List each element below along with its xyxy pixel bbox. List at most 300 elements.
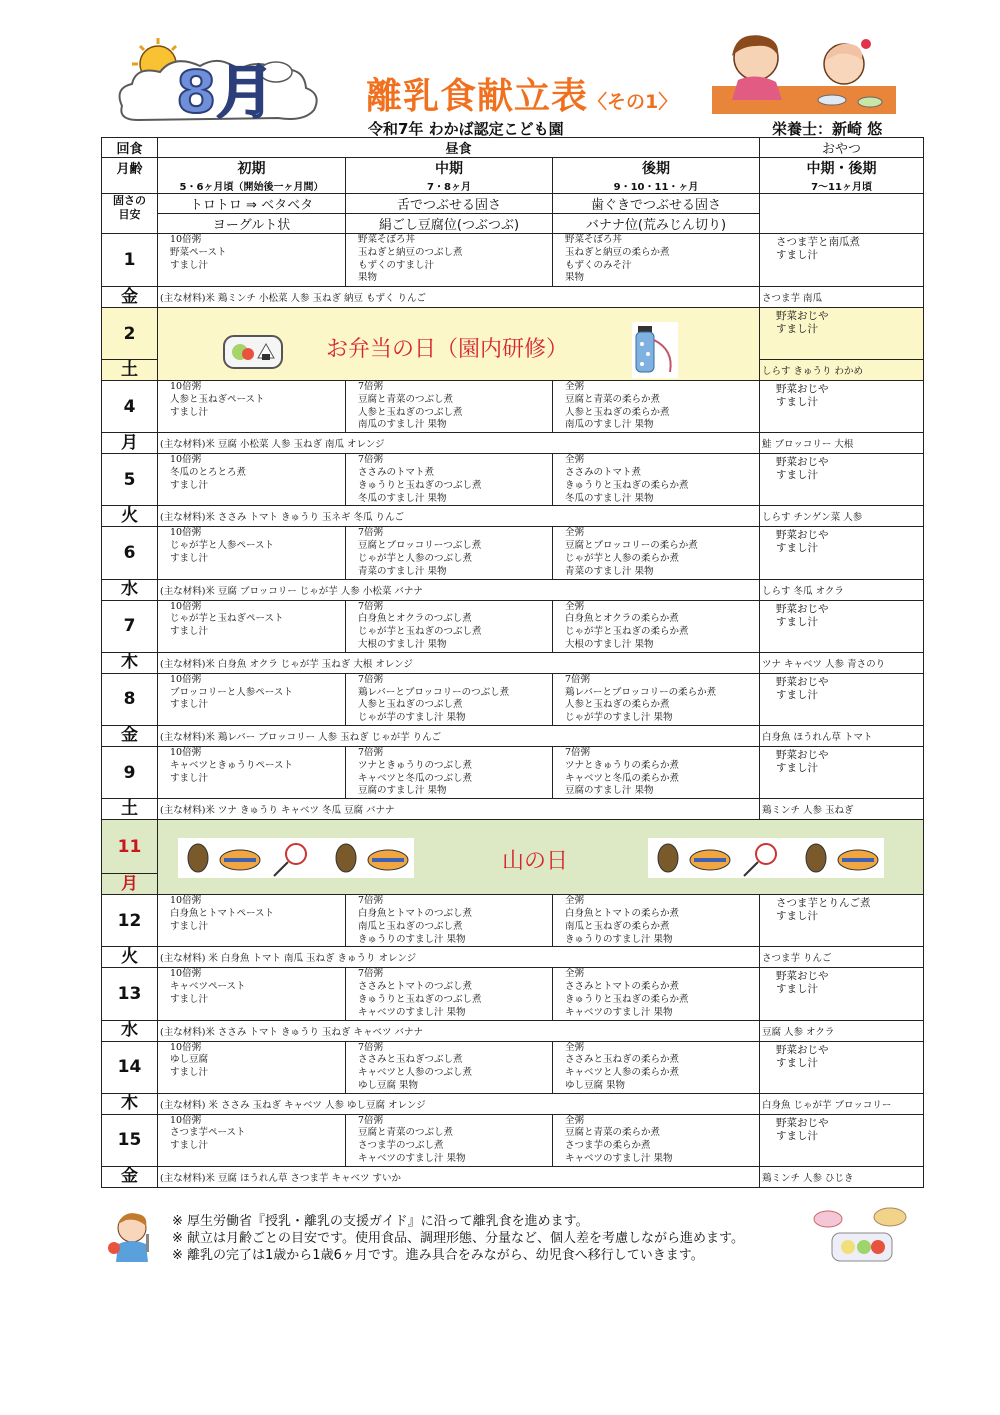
snack-menu-line: すまし汁 bbox=[776, 396, 819, 408]
snack-materials: 白身魚 ほうれん草 トマト bbox=[760, 725, 924, 746]
late-menu bbox=[553, 600, 760, 652]
middle-menu-line: 人参と玉ねぎのつぶし煮 bbox=[358, 406, 463, 418]
snack-menu-line: 野菜おじや bbox=[776, 748, 829, 761]
middle-menu-line: 7倍粥 bbox=[358, 746, 384, 758]
snack-menu bbox=[760, 600, 924, 652]
note-2: ※ 献立は月齢ごとの目安です。使用食品、調理形態、分量など、個人差を考慮しながら進めます。 bbox=[172, 1231, 744, 1246]
snack-materials: ツナ キャベツ 人参 青さのり bbox=[760, 652, 924, 673]
day-row bbox=[102, 673, 924, 725]
snack-menu-line: すまし汁 bbox=[776, 1056, 819, 1069]
early-menu-line: 10倍粥 bbox=[170, 527, 202, 539]
middle-menu bbox=[346, 454, 553, 506]
snack-materials: 鶏ミンチ 人参 ひじき bbox=[760, 1166, 924, 1187]
early-menu-line: さつま芋ペースト bbox=[170, 1127, 246, 1139]
day-number: 4 bbox=[102, 381, 158, 433]
middle-menu-line: 冬瓜のすまし汁 果物 bbox=[358, 492, 447, 504]
late-firmness: 歯ぐきでつぶせる固さ bbox=[553, 194, 760, 214]
day-of-week: 金 bbox=[102, 1166, 158, 1187]
early-label: 初期 bbox=[237, 161, 266, 177]
snack-stage-header bbox=[760, 158, 924, 194]
main-materials: (主な材料)米 鶏レバー ブロッコリー 人参 玉ねぎ じゃが芋 りんご bbox=[158, 725, 760, 746]
late-menu-line: 青菜のすまし汁 果物 bbox=[565, 565, 654, 577]
early-texture: ヨーグルト状 bbox=[158, 214, 346, 234]
middle-menu-line: ささみのトマト煮 bbox=[358, 466, 435, 478]
middle-menu-line: もずくのすまし汁 bbox=[358, 259, 435, 271]
middle-menu bbox=[346, 746, 553, 798]
materials-row bbox=[102, 579, 924, 600]
early-menu bbox=[158, 527, 346, 579]
holiday-row bbox=[102, 820, 924, 874]
materials-row bbox=[102, 799, 924, 820]
materials-row bbox=[102, 652, 924, 673]
late-menu bbox=[553, 234, 760, 287]
middle-menu-line: 南瓜と玉ねぎのつぶし煮 bbox=[358, 920, 463, 932]
middle-firmness: 舌でつぶせる固さ bbox=[346, 194, 553, 214]
snack-menu bbox=[760, 1041, 924, 1093]
late-menu-line: 7倍粥 bbox=[565, 746, 591, 758]
middle-menu-line: さつま芋のつぶし煮 bbox=[358, 1140, 444, 1152]
snack-header: おやつ bbox=[760, 138, 924, 158]
early-menu-line: 10倍粥 bbox=[170, 454, 202, 466]
late-stage-header bbox=[553, 158, 760, 194]
middle-menu-line: 野菜そぼろ丼 bbox=[358, 234, 416, 245]
early-age: 5・6ヶ月頃（開始後一ヶ月間） bbox=[179, 182, 324, 193]
early-menu-line: 人参と玉ねぎペースト bbox=[170, 393, 265, 405]
snack-menu-line: すまし汁 bbox=[776, 1129, 819, 1142]
early-menu-line: すまし汁 bbox=[170, 993, 209, 1005]
middle-menu bbox=[346, 1041, 553, 1093]
firmness-label: 固さの 目安 bbox=[102, 194, 158, 234]
snack-menu-line: 野菜おじや bbox=[776, 529, 829, 542]
title-suffix: 〈その1〉 bbox=[588, 91, 678, 113]
middle-menu bbox=[346, 1114, 553, 1166]
early-menu-line: すまし汁 bbox=[170, 552, 209, 564]
materials-row bbox=[102, 725, 924, 746]
early-menu-line: すまし汁 bbox=[170, 626, 209, 638]
middle-menu-line: ツナときゅうりのつぶし煮 bbox=[358, 759, 473, 771]
snack-menu-line: 野菜おじや bbox=[776, 675, 829, 688]
snack-menu-line: すまし汁 bbox=[776, 983, 819, 996]
day-row bbox=[102, 1041, 924, 1093]
early-menu bbox=[158, 968, 346, 1020]
middle-menu-line: きゅうりのすまし汁 果物 bbox=[358, 933, 466, 945]
day-row bbox=[102, 895, 924, 947]
early-menu-line: 野菜ペースト bbox=[170, 246, 227, 258]
early-menu-line: 10倍粥 bbox=[170, 968, 202, 980]
snack-menu-line: すまし汁 bbox=[776, 249, 819, 261]
day-number: 6 bbox=[102, 527, 158, 579]
day-row bbox=[102, 381, 924, 433]
early-menu-line: キャベツペースト bbox=[170, 981, 246, 993]
snack-menu bbox=[760, 968, 924, 1020]
early-menu bbox=[158, 1041, 346, 1093]
late-menu bbox=[553, 1041, 760, 1093]
late-menu-line: じゃが芋と玉ねぎの柔らか煮 bbox=[565, 626, 689, 638]
early-menu-line: 10倍粥 bbox=[170, 1041, 202, 1053]
day-number: 1 bbox=[102, 234, 158, 287]
middle-menu-line: じゃが芋と人参のつぶし煮 bbox=[358, 552, 473, 564]
snack-menu bbox=[760, 454, 924, 506]
middle-menu-line: 7倍粥 bbox=[358, 454, 384, 466]
special-day-snack: 野菜おじや すまし汁 bbox=[760, 308, 924, 360]
days-group-2 bbox=[102, 381, 924, 820]
late-menu bbox=[553, 968, 760, 1020]
day-of-week: 月 bbox=[102, 433, 158, 454]
snack-materials: さつま芋 南瓜 bbox=[760, 287, 924, 308]
late-menu-line: 玉ねぎと納豆の柔らか煮 bbox=[565, 246, 670, 258]
day-of-week: 木 bbox=[102, 1093, 158, 1114]
note-3: ※ 離乳の完了は1歳から1歳6ヶ月です。進み具合をみながら、幼児食へ移行していきます。 bbox=[172, 1248, 704, 1263]
early-menu-line: すまし汁 bbox=[170, 259, 209, 271]
late-age: 9・10・11・ヶ月 bbox=[613, 182, 699, 193]
snack-menu-line: すまし汁 bbox=[776, 761, 819, 774]
materials-row bbox=[102, 287, 924, 308]
boy-eating-icon bbox=[104, 1208, 160, 1264]
early-menu-line: じゃが芋と人参ペースト bbox=[170, 540, 275, 552]
cicada-hat-net-icon bbox=[648, 838, 884, 878]
middle-menu bbox=[346, 600, 553, 652]
firmness-row bbox=[102, 194, 924, 214]
late-menu-line: キャベツと人参の柔らか煮 bbox=[565, 1067, 680, 1079]
main-materials: (主な材料)米 ささみ トマト きゅうり 玉ネギ 冬瓜 りんご bbox=[158, 506, 760, 527]
day-of-week: 火 bbox=[102, 947, 158, 968]
early-menu-line: 10倍粥 bbox=[170, 381, 202, 392]
early-menu-line: すまし汁 bbox=[170, 699, 209, 711]
snack-menu-line: さつま芋と南瓜煮 bbox=[776, 236, 861, 248]
snack-menu-line: 野菜おじや bbox=[776, 602, 829, 615]
late-menu-line: 全粥 bbox=[565, 454, 585, 466]
day-row bbox=[102, 527, 924, 579]
middle-menu-line: 南瓜のすまし汁 果物 bbox=[358, 419, 447, 431]
snack-menu-line: すまし汁 bbox=[776, 615, 819, 628]
snack-menu bbox=[760, 381, 924, 433]
middle-menu-line: キャベツのすまし汁 果物 bbox=[358, 1153, 466, 1165]
late-menu-line: 果物 bbox=[565, 272, 585, 284]
middle-menu-line: 豆腐と青菜のつぶし煮 bbox=[358, 393, 454, 405]
early-menu-line: 10倍粥 bbox=[170, 673, 202, 685]
materials-row bbox=[102, 1093, 924, 1114]
materials-row bbox=[102, 506, 924, 527]
early-firmness: トロトロ ⇒ ベタベタ bbox=[158, 194, 346, 214]
snack-menu-line: すまし汁 bbox=[776, 910, 819, 923]
snack-period-label: 中期・後期 bbox=[806, 161, 877, 177]
late-menu-line: ツナときゅうりの柔らか煮 bbox=[565, 759, 680, 771]
early-menu-line: ブロッコリーと人参ペースト bbox=[170, 686, 293, 698]
late-menu-line: じゃが芋のすまし汁 果物 bbox=[565, 712, 673, 724]
late-menu-line: 全粥 bbox=[565, 1114, 585, 1126]
middle-menu-line: 豆腐のすまし汁 果物 bbox=[358, 785, 447, 797]
early-menu-line: キャベツときゅうりペースト bbox=[170, 759, 294, 771]
snack-menu bbox=[760, 234, 924, 287]
snack-age: 7～11ヶ月頃 bbox=[811, 182, 872, 193]
early-menu-line: すまし汁 bbox=[170, 1067, 209, 1079]
late-menu bbox=[553, 895, 760, 947]
main-materials: (主な材料)米 ツナ きゅうり キャベツ 冬瓜 豆腐 バナナ bbox=[158, 799, 760, 820]
middle-menu-line: きゅうりと玉ねぎのつぶし煮 bbox=[358, 479, 482, 491]
middle-menu-line: 7倍粥 bbox=[358, 527, 384, 539]
late-menu-line: 大根のすまし汁 果物 bbox=[565, 638, 654, 650]
bento-box-icon bbox=[222, 332, 284, 372]
day-number: 13 bbox=[102, 968, 158, 1020]
middle-menu-line: ゆし豆腐 果物 bbox=[358, 1079, 419, 1091]
early-menu-line: 10倍粥 bbox=[170, 234, 202, 245]
early-menu bbox=[158, 600, 346, 652]
early-menu bbox=[158, 746, 346, 798]
early-menu-line: ゆし豆腐 bbox=[170, 1054, 209, 1066]
late-menu-line: きゅうりと玉ねぎの柔らか煮 bbox=[565, 993, 689, 1005]
day-row bbox=[102, 600, 924, 652]
header-row-meals bbox=[102, 138, 924, 158]
late-menu-line: 南瓜のすまし汁 果物 bbox=[565, 419, 654, 431]
late-menu-line: 7倍粥 bbox=[565, 673, 591, 685]
late-menu-line: 全粥 bbox=[565, 968, 585, 980]
late-menu-line: 全粥 bbox=[565, 895, 585, 907]
special-day-snack-materials: しらす きゅうり わかめ bbox=[760, 360, 924, 381]
late-menu-line: キャベツと冬瓜の柔らか煮 bbox=[565, 772, 680, 784]
day-number: 8 bbox=[102, 673, 158, 725]
mother-baby-feeding-icon bbox=[712, 30, 896, 114]
late-menu-line: もずくのみそ汁 bbox=[565, 259, 632, 271]
snack-menu-line: すまし汁 bbox=[776, 542, 819, 555]
main-materials: (主な材料)米 ささみ トマト きゅうり 玉ねぎ キャベツ バナナ bbox=[158, 1020, 760, 1041]
late-menu-line: 豆腐のすまし汁 果物 bbox=[565, 785, 654, 797]
middle-menu bbox=[346, 968, 553, 1020]
middle-menu-line: じゃが芋のすまし汁 果物 bbox=[358, 712, 466, 724]
snack-menu-line: すまし汁 bbox=[776, 688, 819, 701]
day-number: 9 bbox=[102, 746, 158, 798]
holiday-day-number: 11 bbox=[102, 820, 158, 874]
holiday-dow: 月 bbox=[102, 874, 158, 895]
middle-menu bbox=[346, 527, 553, 579]
early-menu-line: すまし汁 bbox=[170, 920, 209, 932]
day-of-week: 金 bbox=[102, 725, 158, 746]
middle-menu-line: キャベツと人参のつぶし煮 bbox=[358, 1067, 473, 1079]
middle-menu-line: 大根のすまし汁 果物 bbox=[358, 638, 447, 650]
bento-banner-text: お弁当の日（園内研修） bbox=[326, 337, 569, 362]
middle-menu-line: 7倍粥 bbox=[358, 1114, 384, 1126]
title-main: 離乳食献立表 bbox=[366, 76, 589, 117]
early-menu-line: すまし汁 bbox=[170, 479, 209, 491]
early-menu-line: 10倍粥 bbox=[170, 600, 202, 612]
middle-menu-line: 人参と玉ねぎのつぶし煮 bbox=[358, 699, 463, 711]
middle-menu-line: キャベツと冬瓜のつぶし煮 bbox=[358, 772, 473, 784]
snack-materials: 鶏ミンチ 人参 玉ねぎ bbox=[760, 799, 924, 820]
middle-menu bbox=[346, 895, 553, 947]
day-of-week: 水 bbox=[102, 1020, 158, 1041]
snack-menu bbox=[760, 746, 924, 798]
main-materials: (主な材料)米 豆腐 ブロッコリー じゃが芋 人参 小松菜 バナナ bbox=[158, 579, 760, 600]
late-menu-line: 全粥 bbox=[565, 600, 585, 612]
snack-menu bbox=[760, 1114, 924, 1166]
late-menu-line: 人参と玉ねぎの柔らか煮 bbox=[565, 699, 670, 711]
early-menu-line: 10倍粥 bbox=[170, 895, 202, 907]
middle-menu-line: 玉ねぎと納豆のつぶし煮 bbox=[358, 246, 463, 258]
middle-menu-line: 白身魚とオクラのつぶし煮 bbox=[358, 613, 472, 625]
late-menu-line: 野菜そぼろ丼 bbox=[565, 234, 623, 245]
late-menu-line: きゅうりのすまし汁 果物 bbox=[565, 933, 673, 945]
holiday-banner bbox=[158, 820, 924, 895]
snack-menu-line: 野菜おじや bbox=[776, 1043, 829, 1056]
materials-row bbox=[102, 433, 924, 454]
day-number: 5 bbox=[102, 454, 158, 506]
cicada-hat-net-icon bbox=[178, 838, 414, 878]
main-materials: (主な材料) 米 ささみ 玉ねぎ キャベツ 人参 ゆし豆腐 オレンジ bbox=[158, 1093, 760, 1114]
middle-menu-line: 7倍粥 bbox=[358, 968, 384, 980]
snack-menu-line: 野菜おじや bbox=[776, 383, 829, 395]
bento-banner bbox=[158, 308, 760, 381]
day-row bbox=[102, 234, 924, 287]
late-menu bbox=[553, 1114, 760, 1166]
middle-menu-line: 鶏レバーとブロッコリーのつぶし煮 bbox=[358, 686, 510, 698]
snack-materials: 白身魚 じゃが芋 ブロッコリー bbox=[760, 1093, 924, 1114]
days-group-3 bbox=[102, 895, 924, 1188]
middle-menu-line: ささみと玉ねぎつぶし煮 bbox=[358, 1054, 463, 1066]
snack-firmness-blank bbox=[760, 194, 924, 234]
middle-menu-line: 青菜のすまし汁 果物 bbox=[358, 565, 447, 577]
day-row bbox=[102, 454, 924, 506]
day-of-week: 水 bbox=[102, 579, 158, 600]
age-label: 月齢 bbox=[102, 158, 158, 194]
early-menu bbox=[158, 234, 346, 287]
note-1: ※ 厚生労働省『授乳・離乳の支援ガイド』に沿って離乳食を進めます。 bbox=[172, 1214, 589, 1229]
middle-menu-line: 7倍粥 bbox=[358, 673, 384, 685]
materials-row bbox=[102, 1166, 924, 1187]
day-of-week: 火 bbox=[102, 506, 158, 527]
middle-menu-line: ささみとトマトのつぶし煮 bbox=[358, 981, 473, 993]
late-menu bbox=[553, 746, 760, 798]
late-menu-line: 白身魚とオクラの柔らか煮 bbox=[565, 613, 679, 625]
special-day-number: 2 bbox=[102, 308, 158, 360]
materials-row bbox=[102, 1020, 924, 1041]
snack-menu bbox=[760, 895, 924, 947]
day-row bbox=[102, 1114, 924, 1166]
day-number: 7 bbox=[102, 600, 158, 652]
early-menu bbox=[158, 454, 346, 506]
day-of-week: 木 bbox=[102, 652, 158, 673]
middle-menu-line: 果物 bbox=[358, 272, 378, 284]
early-menu bbox=[158, 673, 346, 725]
header-row-stages bbox=[102, 158, 924, 194]
snack-menu bbox=[760, 527, 924, 579]
early-menu bbox=[158, 1114, 346, 1166]
day-number: 12 bbox=[102, 895, 158, 947]
early-menu-line: 冬瓜のとろとろ煮 bbox=[170, 466, 247, 478]
page-title bbox=[366, 68, 678, 117]
baby-food-icon bbox=[812, 1205, 912, 1265]
menu-table bbox=[101, 137, 924, 1188]
early-menu bbox=[158, 381, 346, 433]
late-menu-line: 南瓜と玉ねぎの柔らか煮 bbox=[565, 920, 670, 932]
early-menu-line: 白身魚とトマトペースト bbox=[170, 907, 275, 919]
main-materials: (主な材料)米 鶏ミンチ 小松菜 人参 玉ねぎ 納豆 もずく りんご bbox=[158, 287, 760, 308]
middle-menu-line: キャベツのすまし汁 果物 bbox=[358, 1006, 466, 1018]
middle-menu-line: じゃが芋と玉ねぎのつぶし煮 bbox=[358, 626, 482, 638]
day-number: 15 bbox=[102, 1114, 158, 1166]
month-number: 8月 bbox=[176, 58, 275, 124]
day-row bbox=[102, 746, 924, 798]
snack-menu bbox=[760, 673, 924, 725]
day-number: 14 bbox=[102, 1041, 158, 1093]
day-of-week: 金 bbox=[102, 287, 158, 308]
middle-menu-line: 7倍粥 bbox=[358, 1041, 384, 1053]
late-menu-line: キャベツのすまし汁 果物 bbox=[565, 1006, 673, 1018]
snack-materials: 豆腐 人参 オクラ bbox=[760, 1020, 924, 1041]
early-stage-header bbox=[158, 158, 346, 194]
middle-menu-line: 白身魚とトマトのつぶし煮 bbox=[358, 907, 473, 919]
early-menu-line: すまし汁 bbox=[170, 772, 209, 784]
middle-age: 7・8ヶ月 bbox=[427, 182, 471, 193]
special-day-row bbox=[102, 308, 924, 360]
late-menu-line: 豆腐と青菜の柔らか煮 bbox=[565, 1127, 661, 1139]
main-materials: (主な材料)米 白身魚 オクラ じゃが芋 玉ねぎ 大根 オレンジ bbox=[158, 652, 760, 673]
middle-menu-line: 豆腐とブロッコリーつぶし煮 bbox=[358, 540, 482, 552]
early-menu bbox=[158, 895, 346, 947]
late-menu-line: 全粥 bbox=[565, 527, 585, 539]
late-menu-line: じゃが芋と人参の柔らか煮 bbox=[565, 552, 680, 564]
middle-menu-line: 7倍粥 bbox=[358, 600, 384, 612]
middle-menu-line: 豆腐と青菜のつぶし煮 bbox=[358, 1127, 454, 1139]
middle-menu-line: 7倍粥 bbox=[358, 895, 384, 907]
lunch-header: 昼食 bbox=[158, 138, 760, 158]
early-menu-line: じゃが芋と玉ねぎペースト bbox=[170, 613, 284, 625]
middle-menu bbox=[346, 673, 553, 725]
late-menu bbox=[553, 527, 760, 579]
late-menu bbox=[553, 454, 760, 506]
materials-row bbox=[102, 947, 924, 968]
late-menu-line: きゅうりと玉ねぎの柔らか煮 bbox=[565, 479, 689, 491]
middle-label: 中期 bbox=[435, 161, 463, 177]
water-bottle-icon bbox=[630, 320, 680, 380]
late-menu-line: ささみとトマトの柔らか煮 bbox=[565, 981, 680, 993]
late-menu-line: 白身魚とトマトの柔らか煮 bbox=[565, 907, 680, 919]
late-menu-line: 冬瓜のすまし汁 果物 bbox=[565, 492, 654, 504]
early-menu-line: すまし汁 bbox=[170, 1140, 209, 1152]
late-menu-line: キャベツのすまし汁 果物 bbox=[565, 1153, 673, 1165]
snack-menu-line: 野菜おじや bbox=[776, 456, 829, 469]
late-menu-line: 人参と玉ねぎの柔らか煮 bbox=[565, 406, 670, 418]
snack-menu-line: 野菜おじや bbox=[776, 1116, 829, 1129]
early-menu-line: 10倍粥 bbox=[170, 746, 202, 758]
main-materials: (主な材料)米 豆腐 小松菜 人参 玉ねぎ 南瓜 オレンジ bbox=[158, 433, 760, 454]
late-menu bbox=[553, 673, 760, 725]
middle-menu-line: きゅうりと玉ねぎのつぶし煮 bbox=[358, 993, 482, 1005]
main-materials: (主な材料) 米 白身魚 トマト 南瓜 玉ねぎ きゅうり オレンジ bbox=[158, 947, 760, 968]
late-menu-line: ゆし豆腐 果物 bbox=[565, 1079, 626, 1091]
notes bbox=[172, 1213, 744, 1264]
snack-materials: しらす チンゲン菜 人参 bbox=[760, 506, 924, 527]
middle-menu-line: 7倍粥 bbox=[358, 381, 384, 392]
early-menu-line: 10倍粥 bbox=[170, 1114, 202, 1126]
meal-count-label: 回食 bbox=[102, 138, 158, 158]
snack-menu-line: さつま芋とりんご煮 bbox=[776, 897, 871, 910]
middle-menu bbox=[346, 234, 553, 287]
late-menu-line: 鶏レバーとブロッコリーの柔らか煮 bbox=[565, 686, 717, 698]
middle-texture: 絹ごし豆腐位(つぶつぶ) bbox=[346, 214, 553, 234]
school-name: 令和7年 わかば認定こども園 bbox=[368, 120, 564, 138]
middle-stage-header bbox=[346, 158, 553, 194]
holiday-banner-text: 山の日 bbox=[502, 849, 569, 875]
month-badge-icon bbox=[108, 36, 328, 124]
late-label: 後期 bbox=[642, 161, 670, 177]
day-row bbox=[102, 968, 924, 1020]
snack-menu-line: 野菜おじや bbox=[776, 970, 829, 983]
early-menu-line: すまし汁 bbox=[170, 406, 209, 418]
late-menu-line: ささみと玉ねぎの柔らか煮 bbox=[565, 1054, 680, 1066]
late-menu-line: 豆腐とブロッコリーの柔らか煮 bbox=[565, 540, 698, 552]
middle-menu bbox=[346, 381, 553, 433]
late-menu bbox=[553, 381, 760, 433]
snack-materials: さつま芋 りんご bbox=[760, 947, 924, 968]
